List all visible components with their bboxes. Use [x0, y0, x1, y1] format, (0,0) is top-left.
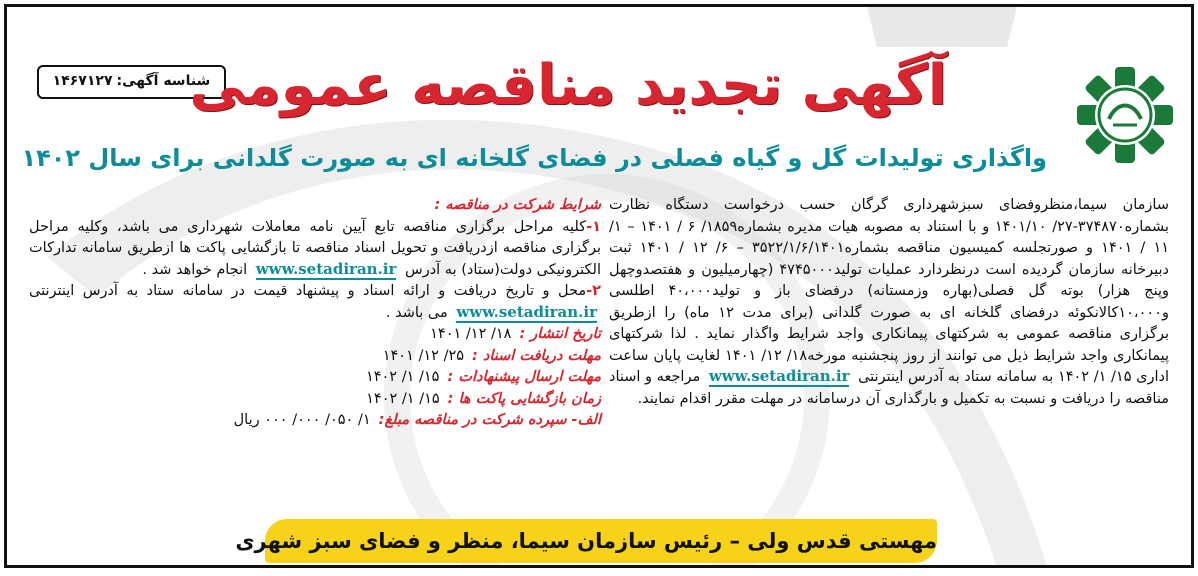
date-value: ۱۵/ ۱/ ۱۴۰۲	[365, 369, 440, 385]
conditions-section	[29, 195, 601, 515]
notice-body-paragraph	[609, 195, 1169, 410]
condition-item-1	[29, 217, 601, 282]
municipality-logo-icon	[1075, 65, 1175, 165]
condition-item-2-text: محل و تاریخ دریافت و ارائه اسناد و پیشنهاد قیمت در سامانه ستاد به آدرس اینترنتی	[29, 283, 587, 299]
date-row-submission-deadline	[29, 367, 601, 389]
date-label: مهلت دریافت اسناد :	[472, 347, 601, 364]
deposit-amount: ۱/ ۰۵۰/ ۰۰۰/ ۰۰۰ ریال	[233, 412, 371, 428]
date-label: الف- سپرده شرکت در مناقصه مبلغ:	[378, 412, 601, 428]
condition-item-2	[29, 281, 601, 324]
condition-item-2-tail: می باشد .	[385, 304, 448, 321]
notice-body	[609, 195, 1169, 515]
setadiran-link-1[interactable]: www.setadiran.ir	[255, 259, 397, 278]
condition-item-1-text: کلیه مراحل برگزاری مناقصه تابع آیین نامه معاملات شهرداری می باشد، وکلیه مراحل برگزاری مناقصه ازدریافت و تحویل اسناد مناقصه تا بازگشایی پاکت ها ازطریق سامانه تدارکات الکترونیکی دولت(ستاد) به آدرس	[29, 218, 601, 278]
date-value: ۲۵/ ۱۲/ ۱۴۰۱	[382, 347, 465, 364]
notice-body-text: سازمان سیما،منظروفضای سبزشهرداری گرگان حسب درخواست دستگاه نظارت بشماره۳۷۴۸۷۰-۲۷/ ۱۴۰۱/۱۰ و با استناد به مصوبه هیات مدیره بشماره۱۸۵۹/ ۶ / ۱۴۰۱ – ۱/ ۱۱ / ۱۴۰۱ و صورتجلسه کمیسیون مناقصه بشماره۳۵۲۲/۱/۶/۱۴۰۱ – ۶/ ۱۲ / ۱۴۰۱ ثبت دبیرخانه سازمان گردیده است درنظردارد عملیات تولید۴۷۴۵۰۰۰ (چهارمیلیون و هفتصدوچهل وپنج هزار) بوته گل فصلی(بهاره وزمستانه) درفضای باز و تولید۴۰،۰۰۰ اطلسی و۱۰،۰۰۰کالانکوئه درفضای گلخانه ای به صورت گلدانی (برای مدت ۱۲ ماه) را ازطریق برگزاری مناقصه عمومی به شرکتهای پیمانکاری واجد شرایط واگذار نماید . لذا شرکتهای پیمانکاری واجد شرایط ذیل می توانند از روز پنجشنبه مورخه۱۸/ ۱۲/ ۱۴۰۱ لغایت پایان ساعت اداری ۱۵/ ۱/ ۱۴۰۲ به سامانه ستاد به آدرس اینترنتی	[609, 197, 1170, 385]
setadiran-link-2[interactable]: www.setadiran.ir	[456, 302, 597, 321]
date-label: تاریخ انتشار :	[519, 326, 601, 342]
date-row-opening	[29, 389, 601, 411]
condition-item-2-number: ۲-	[586, 283, 601, 299]
ad-reference-label: شناسه آگهی:	[116, 73, 211, 89]
ad-notice	[4, 4, 1194, 568]
ad-reference-number: ۱۴۶۷۱۲۷	[52, 73, 113, 89]
date-row-publish	[29, 324, 601, 346]
page-subtitle: واگذاری تولیدات گل و گیاه فصلی در فضای گلخانه ای به صورت گلدانی برای سال ۱۴۰۲	[21, 144, 1047, 172]
condition-item-1-tail: انجام خواهد شد .	[142, 261, 248, 278]
signature-banner: مهستی قدس ولی – رئیس سازمان سیما، منظر و فضای سبز شهری	[265, 519, 937, 563]
date-label: زمان بازگشایی پاکت ها :	[447, 390, 601, 407]
date-row-docs-deadline	[29, 346, 601, 368]
page-title: آگهی تجدید مناقصه عمومی	[189, 53, 947, 118]
date-value: ۱۵/ ۱/ ۱۴۰۲	[366, 390, 440, 407]
setadiran-link[interactable]: www.setadiran.ir	[708, 367, 850, 385]
notice-body-tail: مراجعه و اسناد مناقصه را دریافت و نسبت به تکمیل و بارگذاری آن درسامانه در مهلت مقرر اقدام نمایند.	[609, 369, 1169, 407]
condition-item-1-number: ۱-	[586, 218, 601, 235]
date-value: ۱۸/ ۱۲/ ۱۴۰۱	[430, 326, 512, 342]
date-label: مهلت ارسال پیشنهادات :	[447, 369, 601, 385]
date-row-deposit	[29, 410, 601, 432]
conditions-heading: شرایط شرکت در مناقصه :	[434, 197, 601, 213]
